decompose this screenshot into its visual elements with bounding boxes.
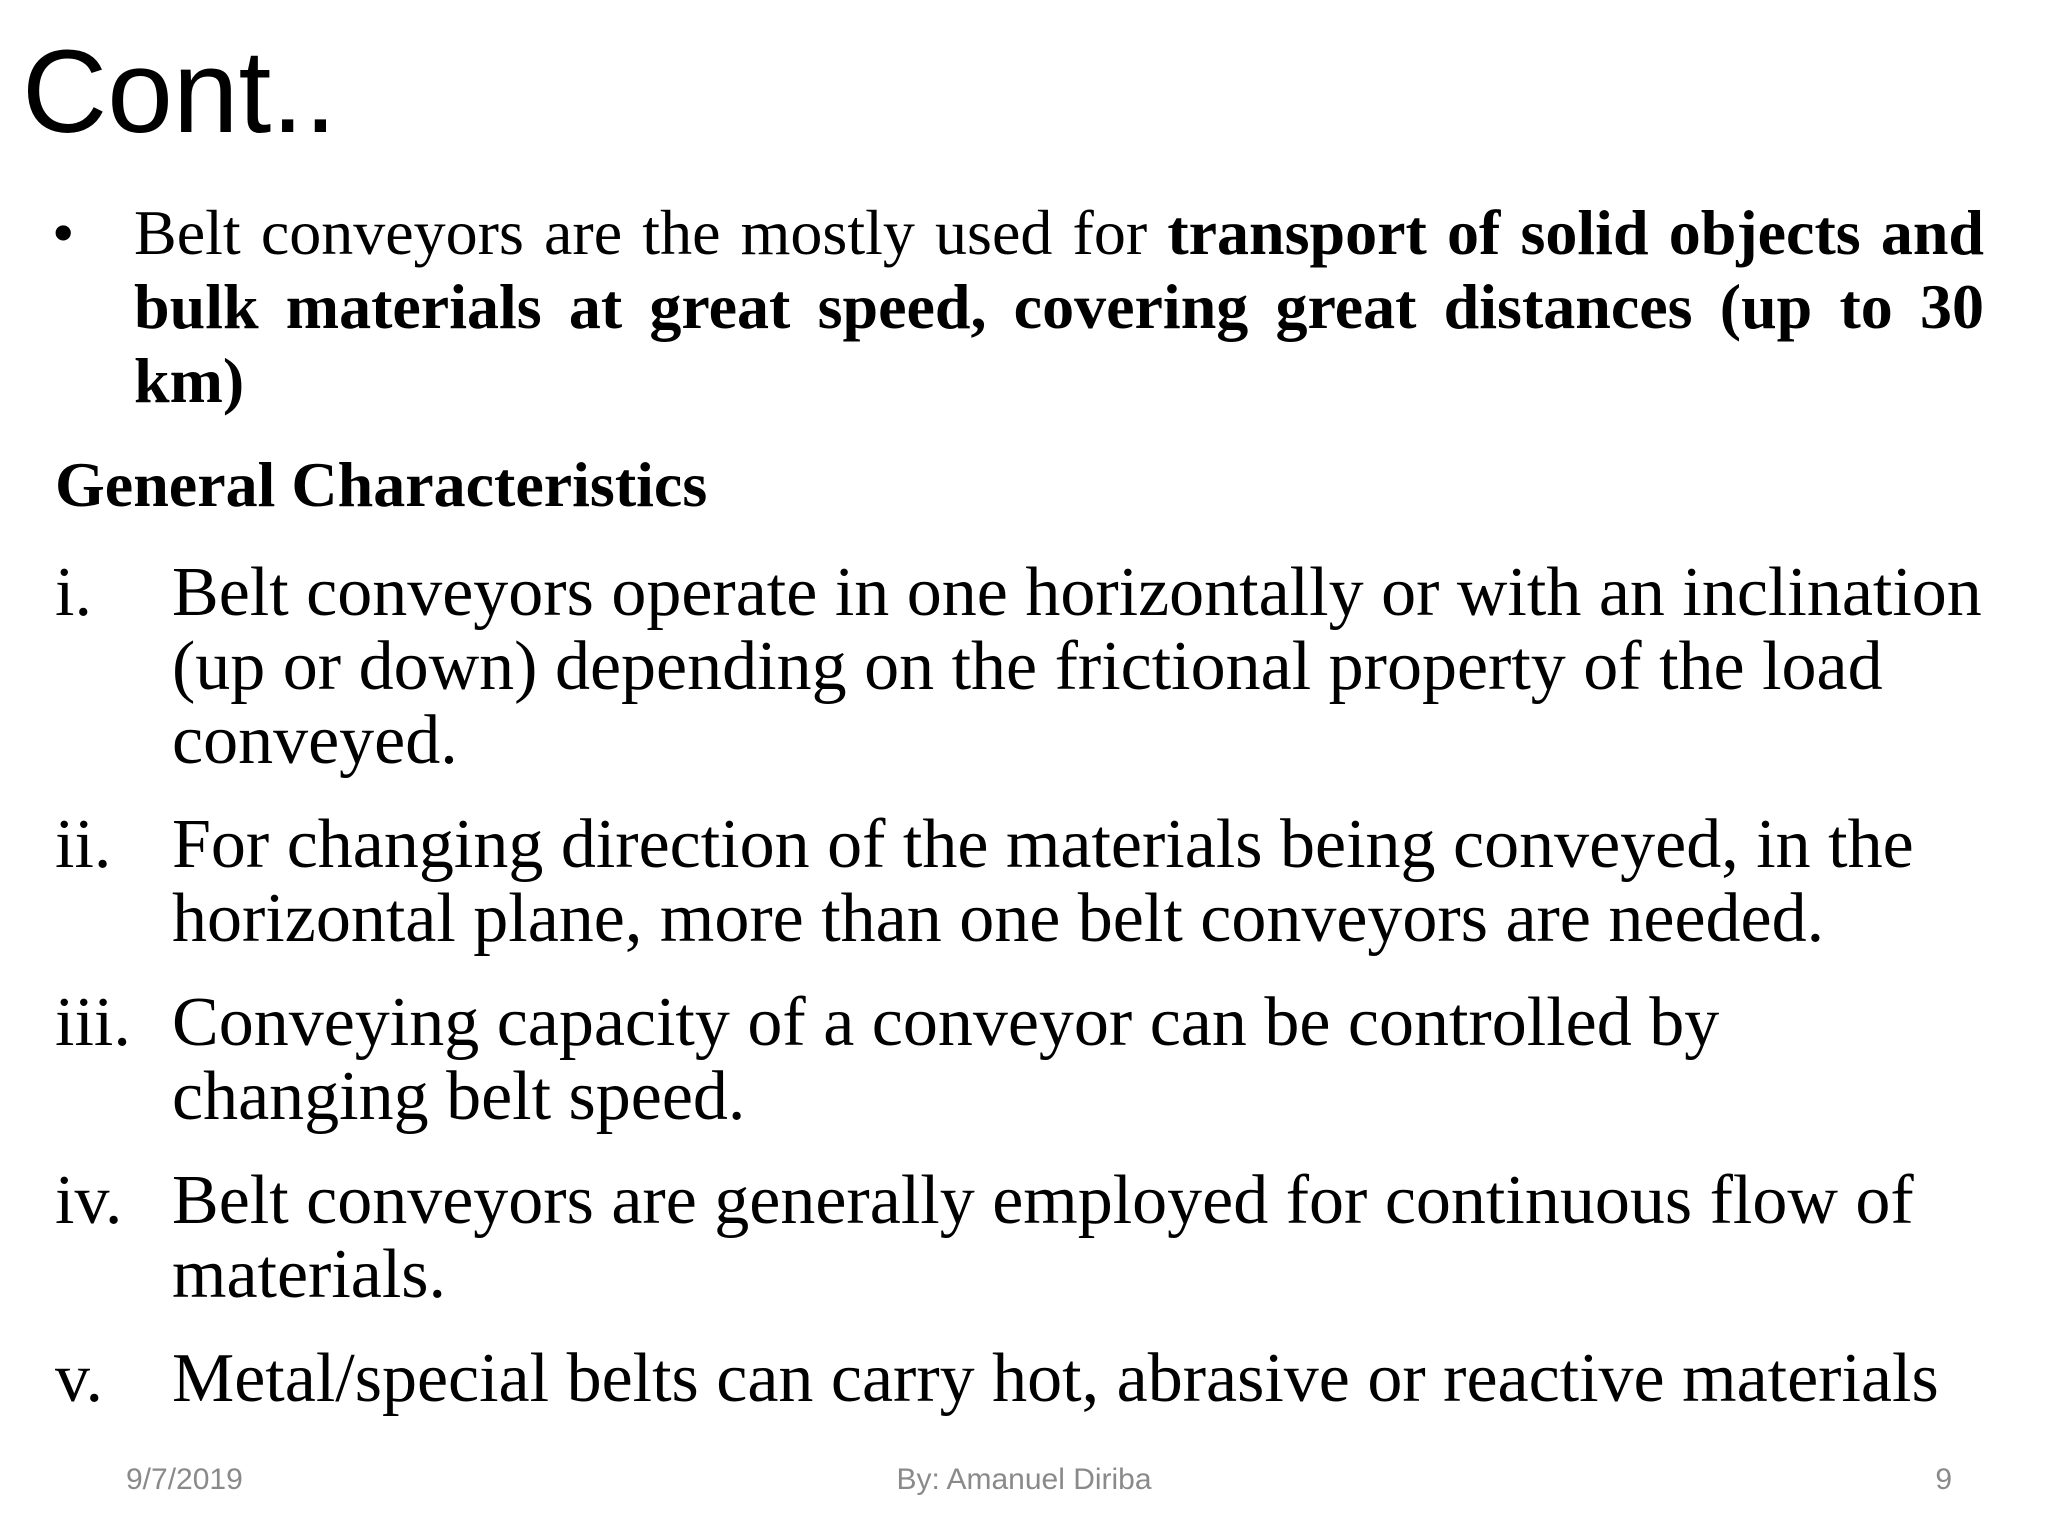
list-item bbox=[55, 808, 1985, 956]
footer-author: By: Amanuel Diriba bbox=[896, 1463, 1152, 1496]
characteristics-list bbox=[55, 556, 1985, 1416]
section-heading: General Characteristics bbox=[55, 449, 708, 520]
list-item-number: v. bbox=[55, 1340, 103, 1417]
list-item-text: Belt conveyors operate in one horizontally or with an inclination (up or down) depending on the frictional property of the load conveyed. bbox=[172, 554, 1982, 779]
list-item bbox=[55, 1342, 1985, 1416]
list-item-number: i. bbox=[55, 554, 92, 631]
list-item bbox=[55, 986, 1985, 1134]
intro-text-normal: Belt conveyors are the mostly used for bbox=[134, 197, 1168, 268]
footer-date: 9/7/2019 bbox=[126, 1463, 243, 1496]
list-item-text: Belt conveyors are generally employed for continuous flow of materials. bbox=[172, 1162, 1914, 1313]
intro-text bbox=[134, 196, 1984, 418]
intro-text-bold: transport of solid objects and bulk materials at great speed, covering great distances (up to 30 km) bbox=[134, 197, 1985, 416]
list-item-number: ii. bbox=[55, 806, 112, 883]
list-item bbox=[55, 556, 1985, 778]
bullet-icon: • bbox=[52, 197, 75, 268]
list-item bbox=[55, 1164, 1985, 1312]
list-item-number: iii. bbox=[55, 984, 131, 1061]
intro-bullet-point bbox=[52, 196, 1984, 418]
list-item-text: Conveying capacity of a conveyor can be controlled by changing belt speed. bbox=[172, 984, 1720, 1135]
list-item-text: For changing direction of the materials being conveyed, in the horizontal plane, more than one belt conveyors are needed. bbox=[172, 806, 1914, 957]
list-item-text: Metal/special belts can carry hot, abrasive or reactive materials bbox=[172, 1340, 1939, 1417]
footer-page-number: 9 bbox=[1935, 1463, 1952, 1496]
slide-title: Cont.. bbox=[22, 26, 337, 158]
list-item-number: iv. bbox=[55, 1162, 123, 1239]
